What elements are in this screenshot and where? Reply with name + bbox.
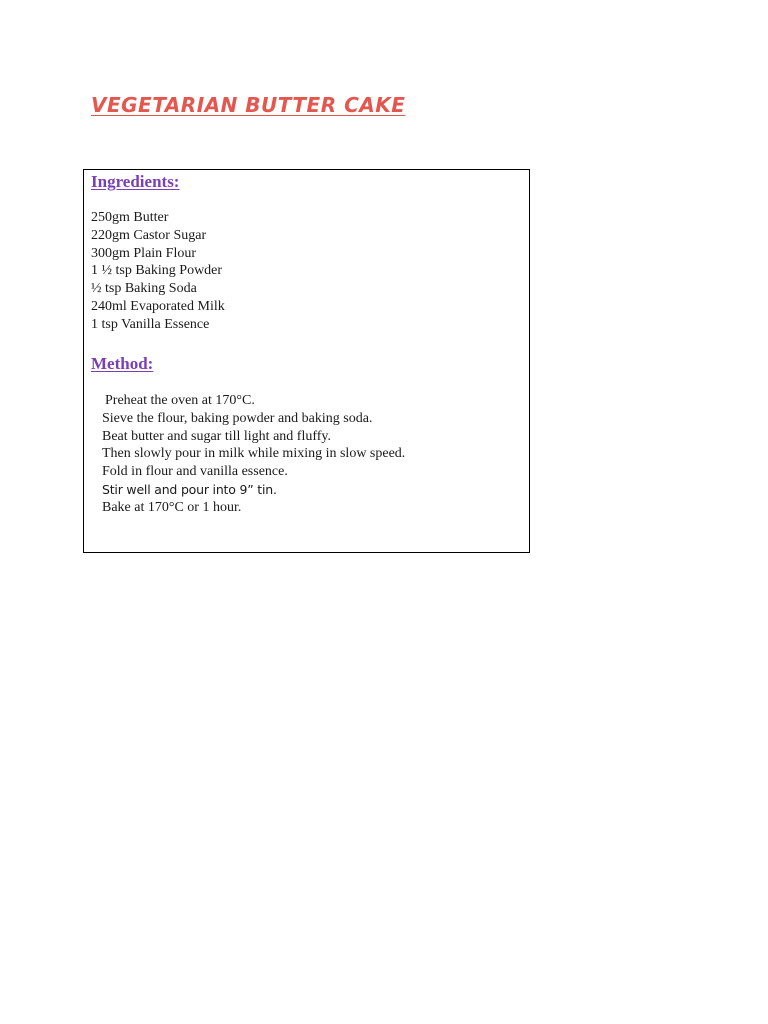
ingredient-item: 1 ½ tsp Baking Powder: [91, 263, 223, 279]
ingredient-item: 1 tsp Vanilla Essence: [91, 316, 210, 332]
method-step: Then slowly pour in milk while mixing in slow speed.: [102, 446, 406, 462]
ingredient-list: [91, 209, 225, 334]
method-step: Beat butter and sugar till light and fluffy.: [102, 428, 332, 444]
ingredient-item: 300gm Plain Flour: [91, 245, 197, 261]
method-step: Preheat the oven at 170°C.: [105, 393, 255, 408]
ingredient-item: ½ tsp Baking Soda: [91, 281, 197, 297]
ingredient-item: 220gm Castor Sugar: [91, 227, 207, 243]
method-step: Fold in flour and vanilla essence.: [102, 464, 288, 480]
method-heading: Method:: [91, 354, 154, 373]
ingredient-item: 240ml Evaporated Milk: [91, 298, 225, 314]
method-list: [102, 392, 405, 517]
recipe-title: VEGETARIAN BUTTER CAKE: [91, 93, 406, 117]
method-step: Sieve the flour, baking powder and baking soda.: [102, 410, 373, 426]
method-step: Stir well and pour into 9” tin.: [102, 481, 277, 497]
ingredients-heading: Ingredients:: [91, 172, 180, 191]
method-step: Bake at 170°C or 1 hour.: [102, 499, 242, 515]
ingredient-item: 250gm Butter: [91, 210, 169, 225]
recipe-box: [83, 169, 530, 553]
